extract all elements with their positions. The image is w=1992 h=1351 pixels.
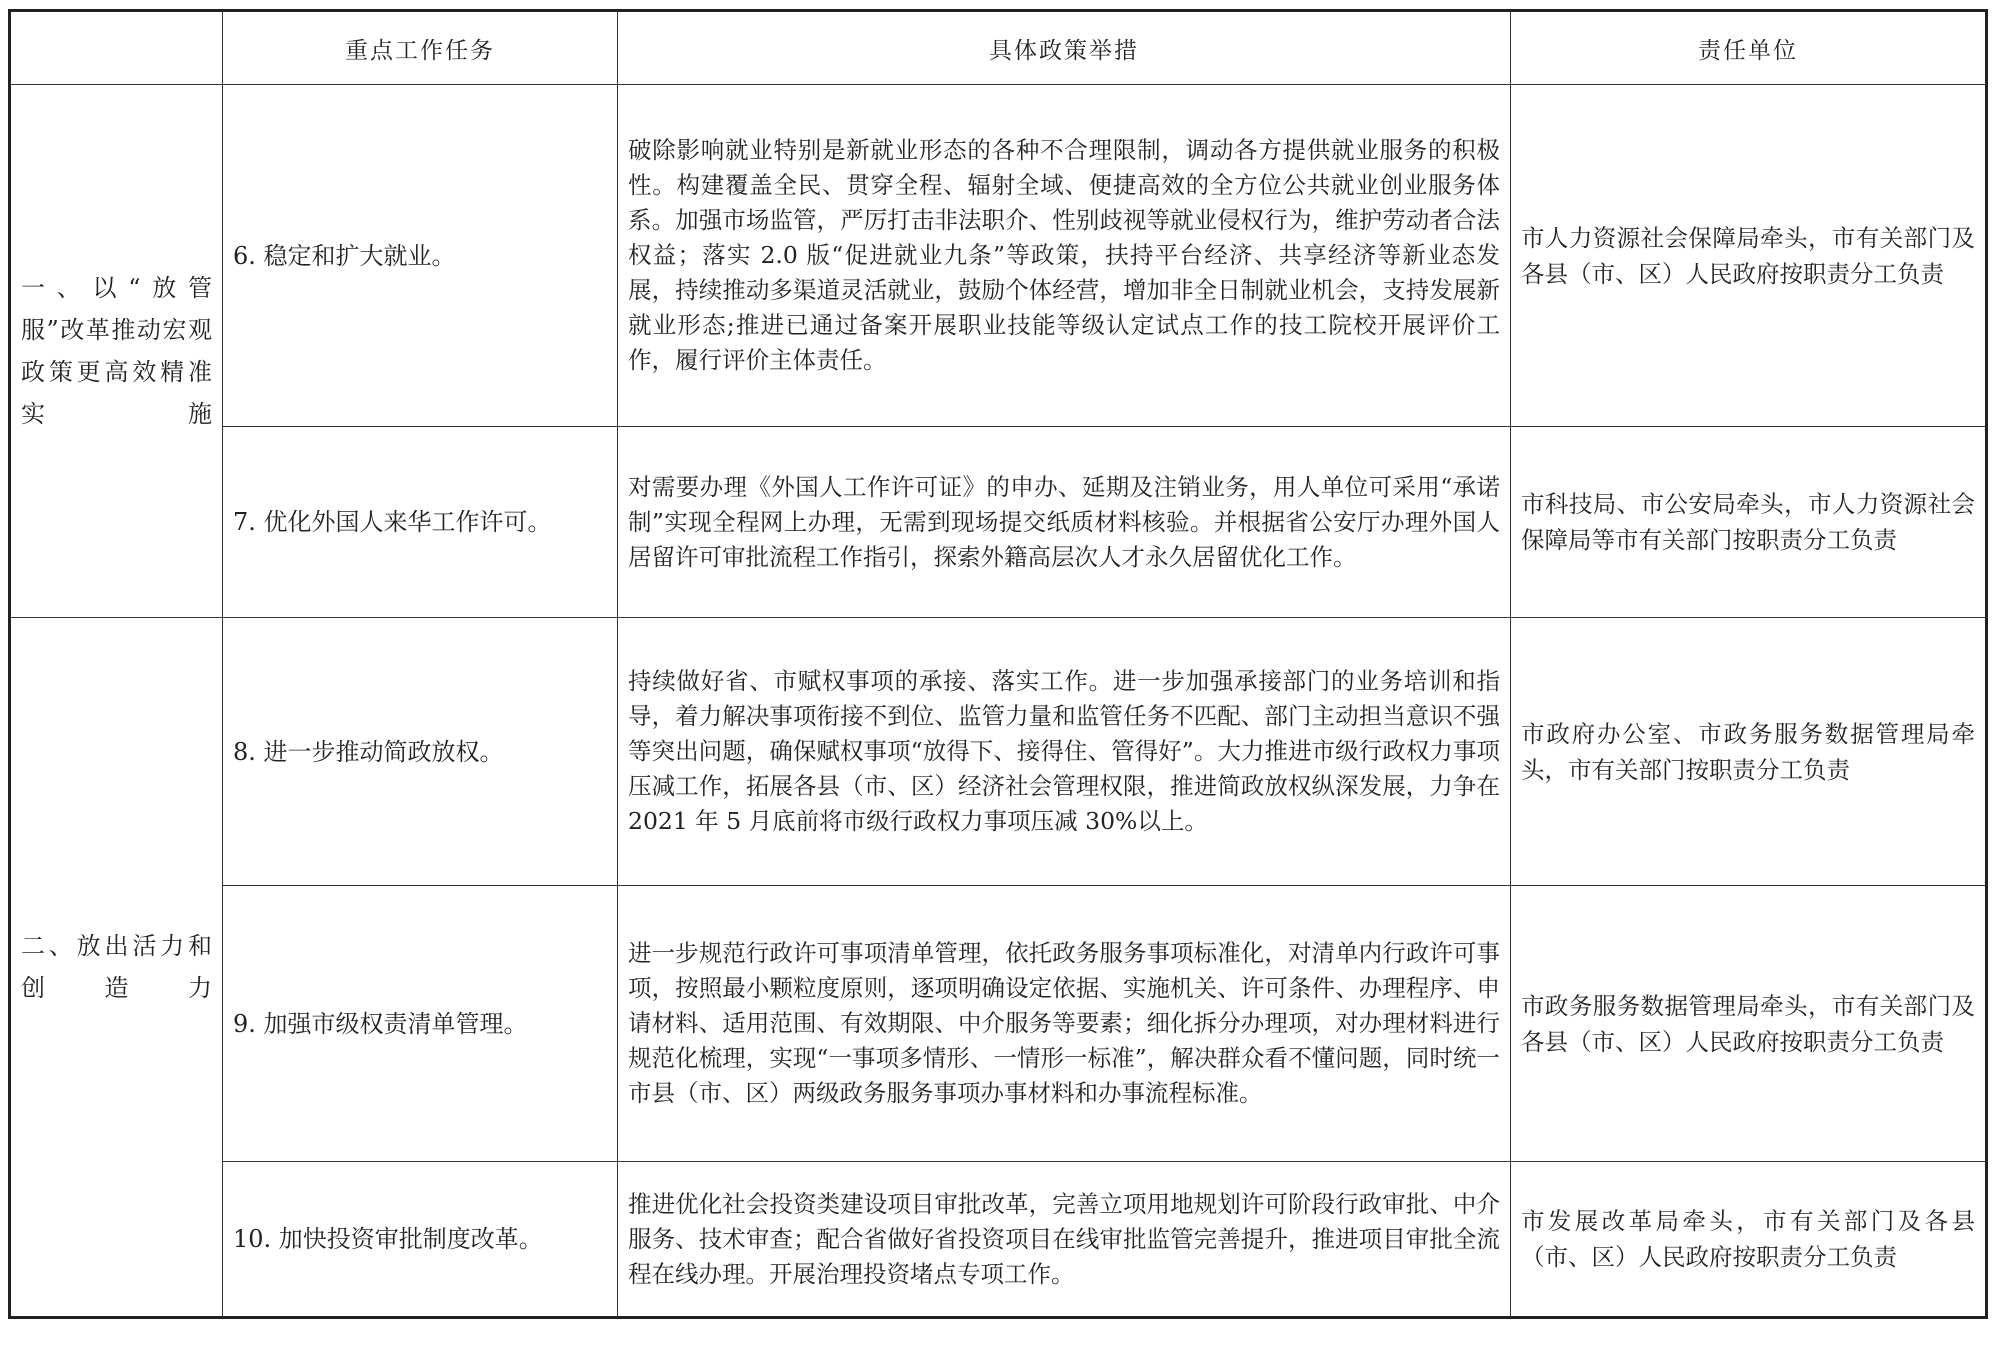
table-row <box>10 85 1987 427</box>
header-measure: 具体政策举措 <box>618 11 1511 85</box>
policy-table <box>8 9 1988 1319</box>
unit-cell: 市发展改革局牵头，市有关部门及各县（市、区）人民政府按职责分工负责 <box>1511 1162 1987 1318</box>
unit-cell: 市人力资源社会保障局牵头，市有关部门及各县（市、区）人民政府按职责分工负责 <box>1511 85 1987 427</box>
measure-cell: 持续做好省、市赋权事项的承接、落实工作。进一步加强承接部门的业务培训和指导，着力解决事项衔接不到位、监管力量和监管任务不匹配、部门主动担当意识不强等突出问题，确保赋权事项“放得下、接得住、管得好”。大力推进市级行政权力事项压减工作，拓展各县（市、区）经济社会管理权限，推进简政放权纵深发展，力争在 2021 年 5 月底前将市级行政权力事项压减 30%以上。 <box>618 618 1511 886</box>
header-unit: 责任单位 <box>1511 11 1987 85</box>
category-cell: 一、以“放管服”改革推动宏观政策更高效精准实施 <box>10 85 223 618</box>
unit-cell: 市政务服务数据管理局牵头，市有关部门及各县（市、区）人民政府按职责分工负责 <box>1511 886 1987 1162</box>
header-category <box>10 11 223 85</box>
table-row <box>10 427 1987 618</box>
measure-cell: 推进优化社会投资类建设项目审批改革，完善立项用地规划许可阶段行政审批、中介服务、技术审查；配合省做好省投资项目在线审批监管完善提升，推进项目审批全流程在线办理。开展治理投资堵点专项工作。 <box>618 1162 1511 1318</box>
task-cell: 6. 稳定和扩大就业。 <box>223 85 618 427</box>
task-cell: 10. 加快投资审批制度改革。 <box>223 1162 618 1318</box>
measure-cell: 对需要办理《外国人工作许可证》的申办、延期及注销业务，用人单位可采用“承诺制”实现全程网上办理，无需到现场提交纸质材料核验。并根据省公安厅办理外国人居留许可审批流程工作指引，探索外籍高层次人才永久居留优化工作。 <box>618 427 1511 618</box>
header-task: 重点工作任务 <box>223 11 618 85</box>
task-cell: 8. 进一步推动简政放权。 <box>223 618 618 886</box>
table-row <box>10 618 1987 886</box>
header-row <box>10 11 1987 85</box>
task-cell: 9. 加强市级权责清单管理。 <box>223 886 618 1162</box>
task-cell: 7. 优化外国人来华工作许可。 <box>223 427 618 618</box>
measure-cell: 破除影响就业特别是新就业形态的各种不合理限制，调动各方提供就业服务的积极性。构建覆盖全民、贯穿全程、辐射全域、便捷高效的全方位公共就业创业服务体系。加强市场监管，严厉打击非法职介、性别歧视等就业侵权行为，维护劳动者合法权益；落实 2.0 版“促进就业九条”等政策，扶持平台经济、共享经济等新业态发展，持续推动多渠道灵活就业，鼓励个体经营，增加非全日制就业机会，支持发展新就业形态;推进已通过备案开展职业技能等级认定试点工作的技工院校开展评价工作，履行评价主体责任。 <box>618 85 1511 427</box>
table-row <box>10 1162 1987 1318</box>
unit-cell: 市政府办公室、市政务服务数据管理局牵头，市有关部门按职责分工负责 <box>1511 618 1987 886</box>
table-row <box>10 886 1987 1162</box>
category-cell: 二、放出活力和创造力 <box>10 618 223 1318</box>
unit-cell: 市科技局、市公安局牵头，市人力资源社会保障局等市有关部门按职责分工负责 <box>1511 427 1987 618</box>
measure-cell: 进一步规范行政许可事项清单管理，依托政务服务事项标准化，对清单内行政许可事项，按照最小颗粒度原则，逐项明确设定依据、实施机关、许可条件、办理程序、申请材料、适用范围、有效期限、中介服务等要素；细化拆分办理项，对办理材料进行规范化梳理，实现“一事项多情形、一情形一标准”，解决群众看不懂问题，同时统一市县（市、区）两级政务服务事项办事材料和办事流程标准。 <box>618 886 1511 1162</box>
